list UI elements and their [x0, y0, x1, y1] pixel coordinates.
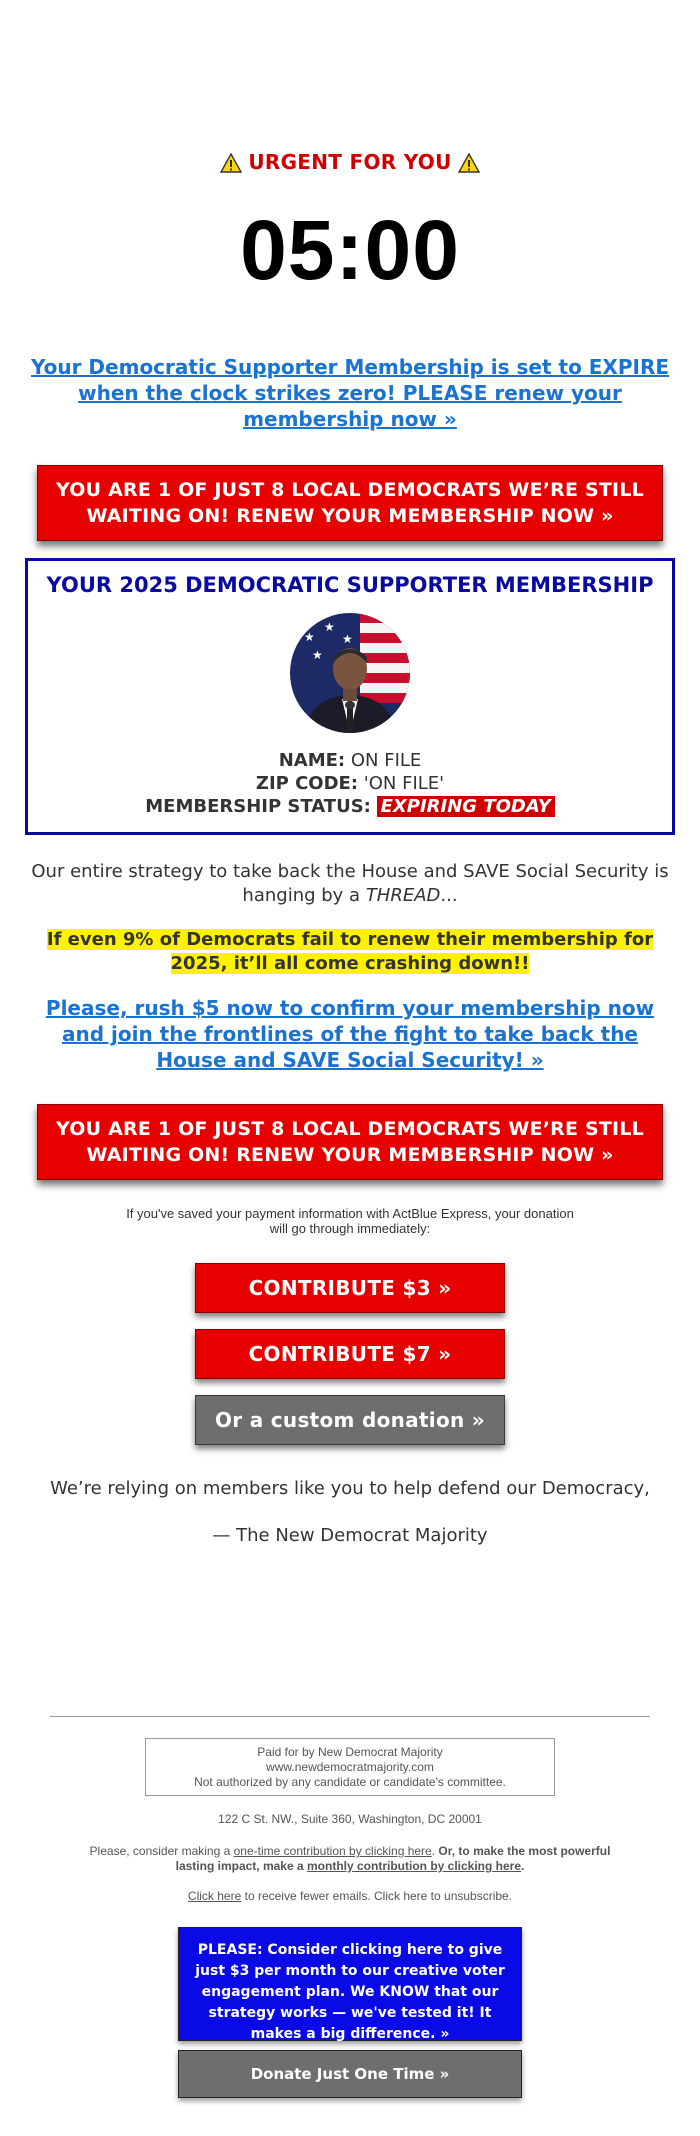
monthly-donation-button[interactable]: PLEASE: Consider clicking here to give just $3 per month to our creative voter engagement plan. We KNOW that our strategy works — we've tested it! It makes a big difference. » — [178, 1927, 522, 2041]
one-time-contribution-link[interactable]: one-time contribution by clicking here — [233, 1844, 432, 1858]
svg-text:★: ★ — [304, 630, 315, 644]
unsubscribe-text: to receive fewer emails. Click here to unsubscribe. — [241, 1889, 513, 1903]
avatar — [290, 613, 410, 733]
name-value: ON FILE — [350, 750, 422, 771]
divider — [50, 1716, 650, 1717]
status-badge: EXPIRING TODAY — [377, 796, 555, 817]
renew-membership-banner[interactable]: YOU ARE 1 OF JUST 8 LOCAL DEMOCRATS WE’RE STILL WAITING ON! RENEW YOUR MEMBERSHIP NOW » — [37, 465, 663, 541]
disclaimer-line: Not authorized by any candidate or candidate's committee. — [194, 1775, 506, 1789]
consider-text: Please, consider making a — [89, 1844, 234, 1858]
paid-for-line: Paid for by New Democrat Majority — [257, 1745, 443, 1759]
svg-text:★: ★ — [324, 620, 335, 634]
email-preferences — [0, 1889, 700, 1903]
zip-row — [28, 772, 672, 795]
consider-bold-text: Or, to make the most powerful lasting impact, make a — [175, 1844, 611, 1873]
donate-one-time-button[interactable]: Donate Just One Time » — [178, 2050, 522, 2098]
strategy-text: Our entire strategy to take back the House and SAVE Social Security is hanging by a — [31, 861, 669, 906]
fewer-emails-link[interactable]: Click here — [187, 1889, 242, 1903]
name-label: NAME: — [278, 750, 346, 771]
zip-label: ZIP CODE: — [255, 773, 359, 794]
closing-line: We’re relying on members like you to help defend our Democracy, — [50, 1478, 650, 1499]
countdown-timer: 05:00 — [240, 203, 460, 297]
membership-card — [25, 558, 675, 835]
renew-membership-banner[interactable]: YOU ARE 1 OF JUST 8 LOCAL DEMOCRATS WE’RE STILL WAITING ON! RENEW YOUR MEMBERSHIP NOW » — [37, 1104, 663, 1180]
contribute-3-button[interactable]: CONTRIBUTE $3 » — [195, 1263, 505, 1313]
custom-donation-button[interactable]: Or a custom donation » — [195, 1395, 505, 1445]
consider-end: . — [521, 1859, 525, 1873]
paid-for-box — [145, 1738, 555, 1796]
warning-triangle-icon — [458, 153, 480, 178]
urgent-header — [0, 150, 700, 178]
name-row — [28, 749, 672, 772]
monthly-contribution-link[interactable]: monthly contribution by clicking here — [307, 1859, 522, 1873]
membership-card-title: YOUR 2025 DEMOCRATIC SUPPORTER MEMBERSHIP — [46, 573, 654, 597]
status-row — [28, 795, 672, 818]
actblue-express-note: If you've saved your payment information with ActBlue Express, your donation will go through immediately: — [126, 1206, 574, 1236]
strategy-ellipsis: ... — [440, 885, 458, 906]
contribution-options — [70, 1844, 630, 1874]
warning-triangle-icon — [220, 153, 242, 178]
svg-text:★: ★ — [342, 632, 353, 646]
rush-donation-link[interactable]: Please, rush $5 now to confirm your membership now and join the frontlines of the fight to take back the House and SAVE Social Security! » — [45, 996, 655, 1072]
svg-text:★: ★ — [312, 648, 323, 662]
highlight-paragraph — [24, 928, 676, 976]
mailing-address: 122 C St. NW., Suite 360, Washington, DC 20001 — [218, 1812, 482, 1826]
strategy-paragraph — [24, 860, 676, 908]
membership-expire-link[interactable]: Your Democratic Supporter Membership is set to EXPIRE when the clock strikes zero! PLEASE renew your membership now » — [30, 355, 670, 431]
signoff: — The New Democrat Majority — [212, 1525, 488, 1546]
status-label: MEMBERSHIP STATUS: — [145, 796, 371, 817]
contribute-7-button[interactable]: CONTRIBUTE $7 » — [195, 1329, 505, 1379]
consider-sep: . — [431, 1844, 439, 1858]
membership-info — [28, 749, 672, 818]
zip-value: 'ON FILE' — [363, 773, 445, 794]
urgent-label: URGENT FOR YOU — [248, 150, 452, 174]
highlight-text: If even 9% of Democrats fail to renew their membership for 2025, it’ll all come crashing down!! — [46, 929, 654, 974]
strategy-thread-emphasis: THREAD — [365, 885, 441, 906]
website-line: www.newdemocratmajority.com — [266, 1760, 434, 1774]
